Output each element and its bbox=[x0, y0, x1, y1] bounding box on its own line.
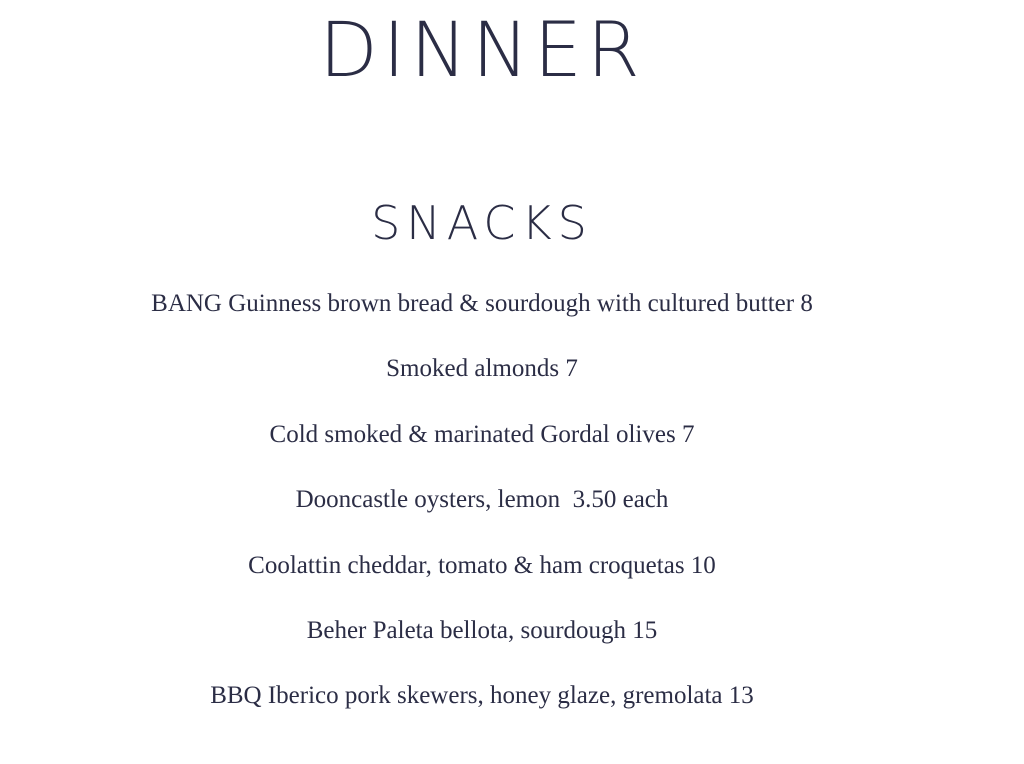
menu-item: BBQ Iberico pork skewers, honey glaze, gremolata 13 bbox=[210, 682, 754, 710]
section-heading-snacks: SNACKS bbox=[371, 196, 593, 250]
menu-item: Cold smoked & marinated Gordal olives 7 bbox=[269, 420, 695, 448]
snacks-list bbox=[0, 286, 964, 744]
menu-item: Coolattin cheddar, tomato & ham croquetas 10 bbox=[248, 551, 716, 579]
menu-item: BANG Guinness brown bread & sourdough with cultured butter 8 bbox=[151, 290, 813, 317]
menu-item: Dooncastle oysters, lemon 3.50 each bbox=[295, 486, 669, 514]
menu-item: Smoked almonds 7 bbox=[386, 355, 578, 383]
page-title: DINNER bbox=[319, 5, 645, 94]
menu-item: Beher Paleta bellota, sourdough 15 bbox=[306, 616, 658, 644]
